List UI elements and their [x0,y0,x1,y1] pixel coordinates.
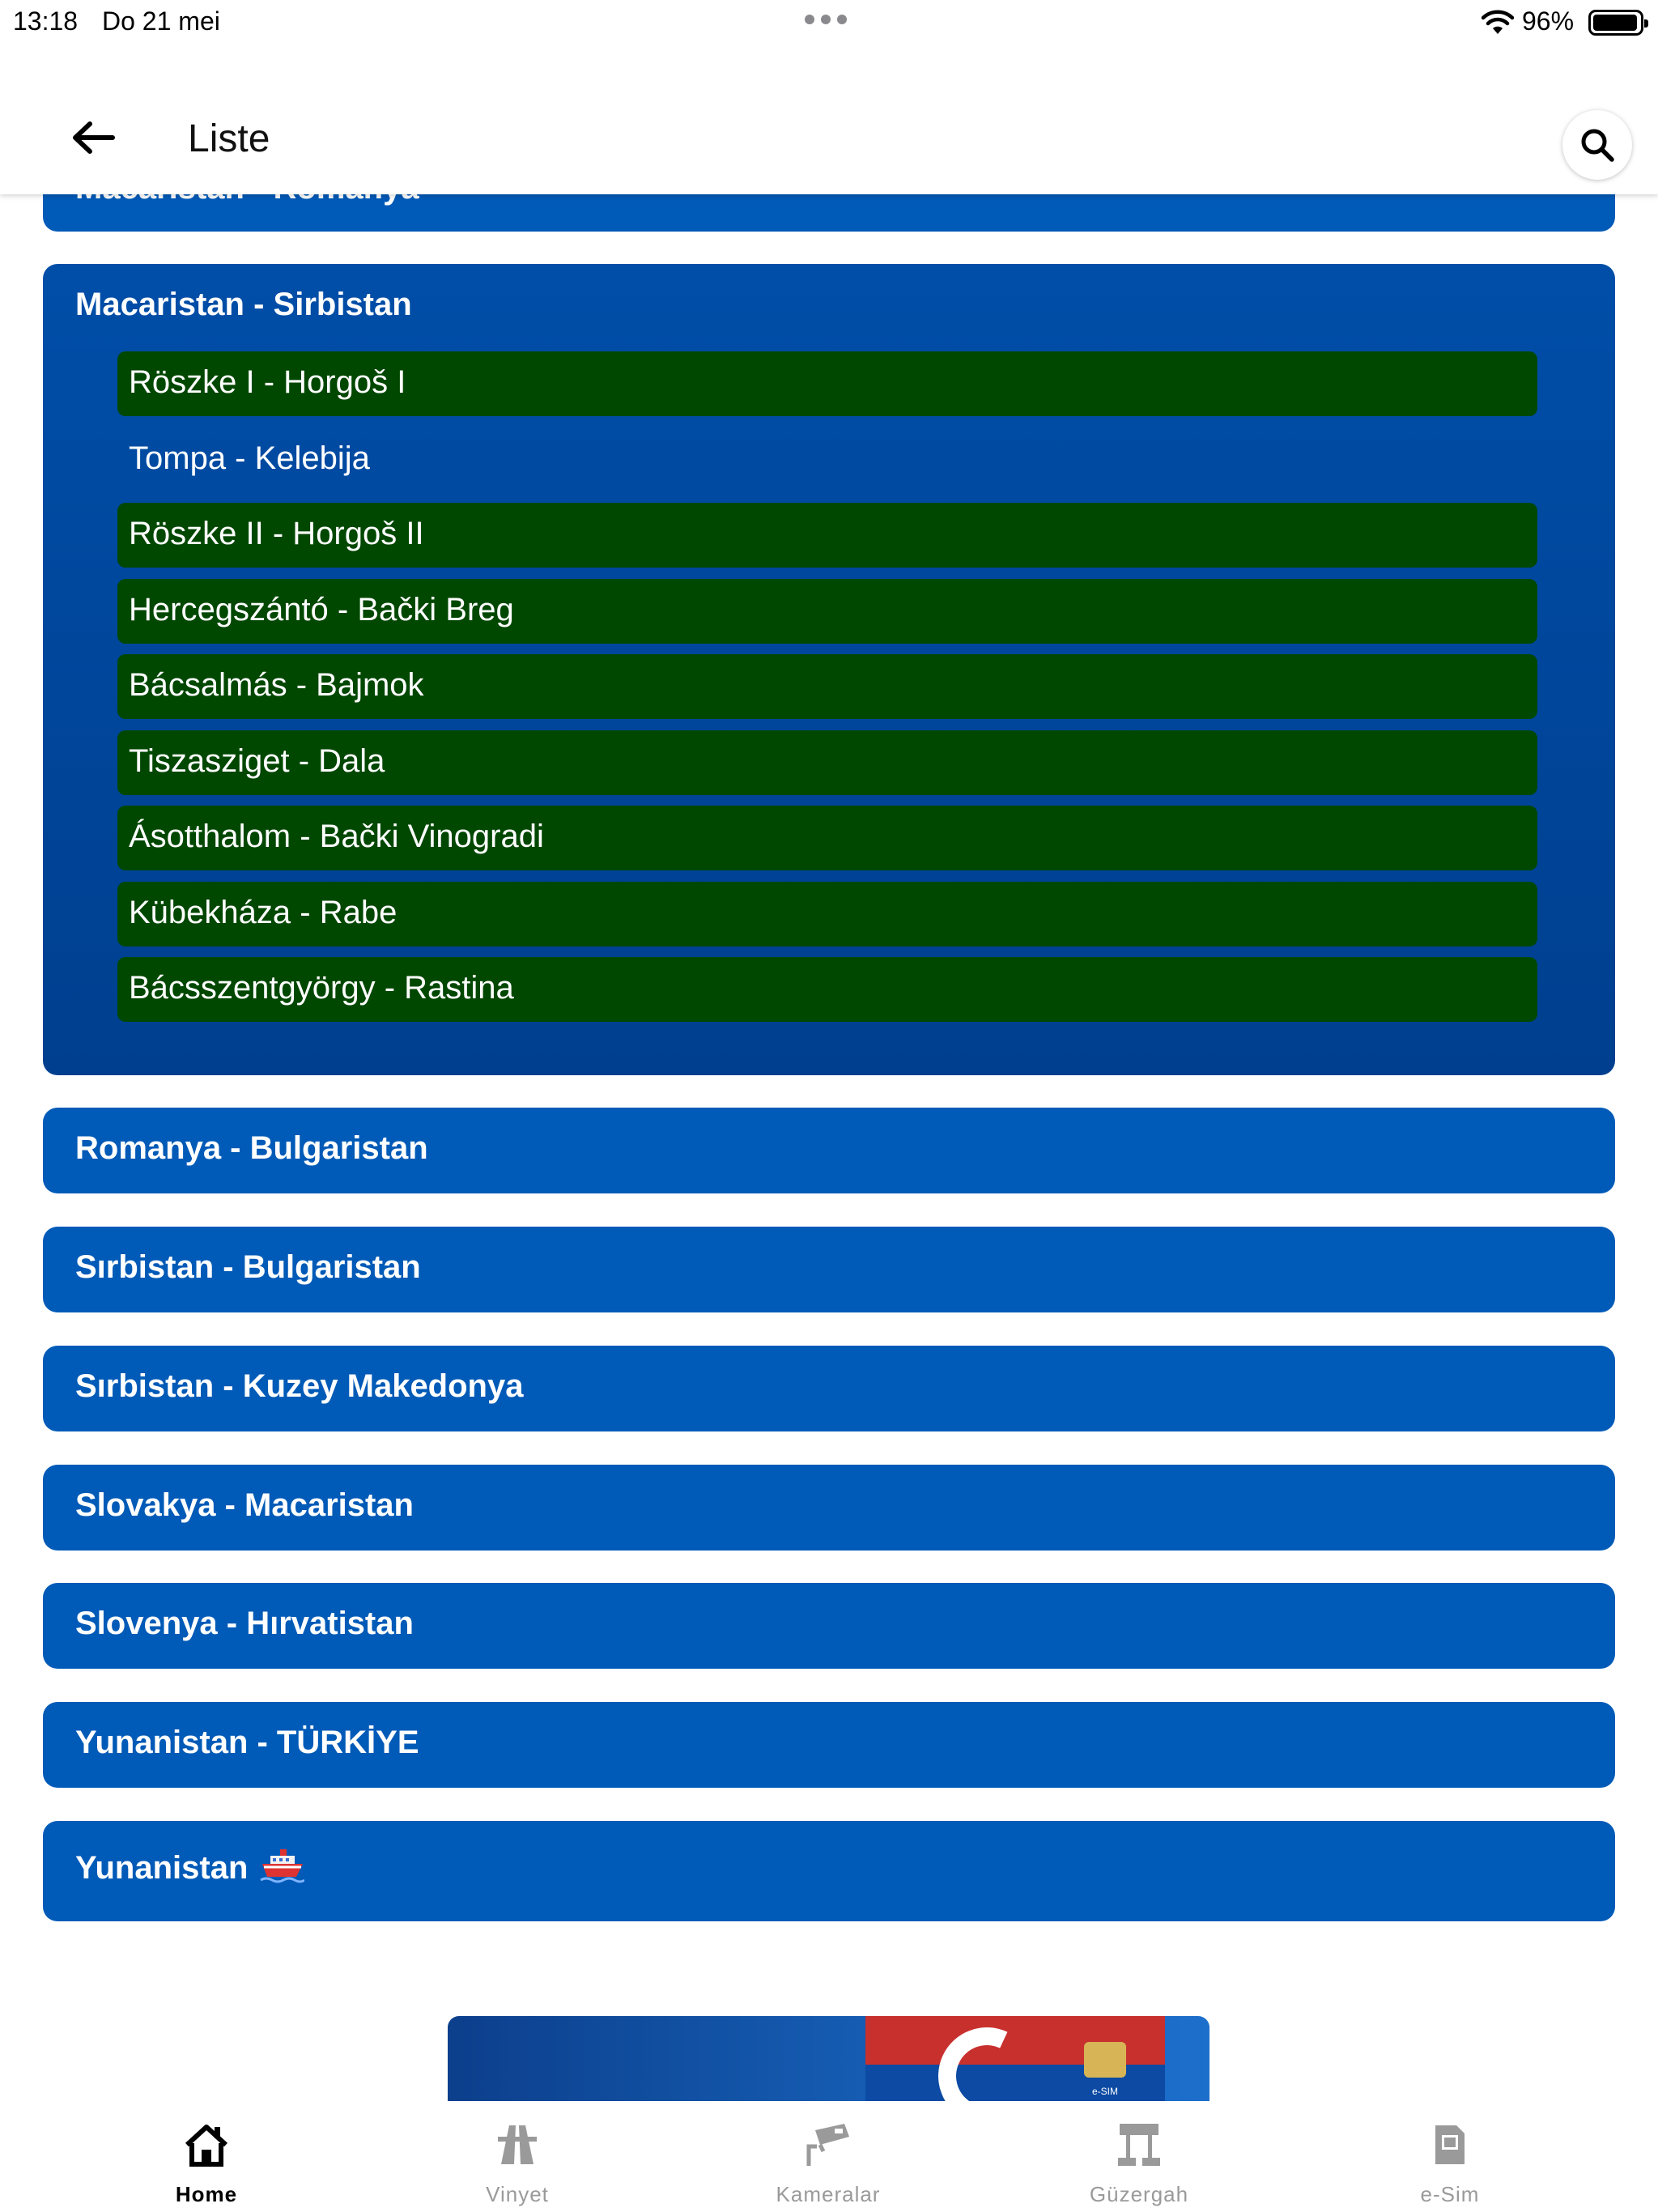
crossing-item[interactable] [117,957,1537,1022]
group-title: Yunanistan [75,1850,249,1886]
crossing-label: Kübekháza - Rabe [129,894,397,930]
group-title: Romanya - Bulgaristan [75,1130,428,1166]
crossing-label: Tompa - Kelebija [129,440,370,476]
promo-banner[interactable] [448,2016,1209,2101]
status-time: 13:18 [13,6,79,36]
crossing-item[interactable] [117,503,1537,568]
back-button[interactable] [65,113,121,162]
sim-chip-icon [1084,2042,1126,2078]
group-title: Sırbistan - Kuzey Makedonya [75,1368,524,1404]
crossing-item[interactable] [117,882,1537,946]
crossing-item[interactable] [117,654,1537,719]
arrow-left-icon [70,120,116,155]
crossing-label: Bácsalmás - Bajmok [129,667,424,703]
group-title-row [75,1850,304,1888]
search-button[interactable] [1562,110,1632,180]
chip-label: e-SIM [1091,2086,1118,2097]
tab-label: Kameralar [776,2182,881,2206]
crossing-label: Röszke I - Horgoš I [129,364,406,400]
crossing-item[interactable] [117,428,1537,492]
group-title: Slovenya - Hırvatistan [75,1606,414,1641]
group-sirbistan-kuzey-makedonya[interactable] [43,1346,1615,1431]
crossing-label: Bácsszentgyörgy - Rastina [129,970,514,1006]
crossing-item[interactable] [117,579,1537,644]
group-slovenya-hirvatistan[interactable] [43,1583,1615,1669]
crossing-label: Hercegszántó - Bački Breg [129,591,514,627]
group-sirbistan-bulgaristan[interactable] [43,1227,1615,1312]
crossing-item[interactable] [117,806,1537,870]
battery-percent: 96% [1522,6,1575,36]
app-header [0,45,1658,194]
tab-vinyet[interactable] [362,2101,673,2212]
group-macaristan-sirbistan[interactable] [43,264,1615,1075]
multitasking-dots-icon[interactable] [805,15,847,24]
search-icon [1579,126,1616,164]
crossing-label: Röszke II - Horgoš II [129,516,424,551]
group-romanya-bulgaristan[interactable] [43,1108,1615,1193]
brand-logo-icon [925,2016,1049,2101]
group-title: Yunanistan - TÜRKİYE [75,1725,419,1760]
page-title: Liste [188,117,270,160]
tab-label: Home [175,2182,238,2206]
status-bar [0,0,1658,45]
group-title: Macaristan - Sirbistan [75,287,412,322]
tab-label: e-Sim [1420,2182,1480,2206]
crossing-item[interactable] [117,351,1537,416]
esim-card-graphic [865,2016,1165,2101]
crossing-list [117,351,1537,1033]
tab-home[interactable] [51,2101,362,2212]
tab-kameralar[interactable] [673,2101,984,2212]
route-sign-icon [1115,2122,1163,2167]
tab-guzergah[interactable] [984,2101,1295,2212]
crossing-label: Tiszasziget - Dala [129,742,385,779]
crossing-label: Ásotthalom - Bački Vinogradi [129,819,544,854]
wifi-icon [1482,10,1514,36]
battery-icon [1588,10,1643,36]
crossing-item[interactable] [117,730,1537,795]
group-title: Sırbistan - Bulgaristan [75,1249,421,1285]
highway-icon [496,2122,538,2167]
status-date: Do 21 mei [102,6,220,36]
group-title: Slovakya - Macaristan [75,1487,414,1523]
group-slovakya-macaristan[interactable] [43,1465,1615,1551]
group-yunanistan-turkiye[interactable] [43,1702,1615,1788]
home-icon [184,2122,229,2167]
camera-icon [804,2122,852,2167]
tab-label: Güzergah [1089,2182,1189,2206]
tab-bar [0,2101,1658,2212]
group-yunanistan-ferry[interactable] [43,1821,1615,1921]
tab-label: Vinyet [486,2182,549,2206]
tab-esim[interactable] [1295,2101,1605,2212]
sim-card-icon [1432,2122,1468,2167]
ferry-ship-icon [259,1848,304,1885]
